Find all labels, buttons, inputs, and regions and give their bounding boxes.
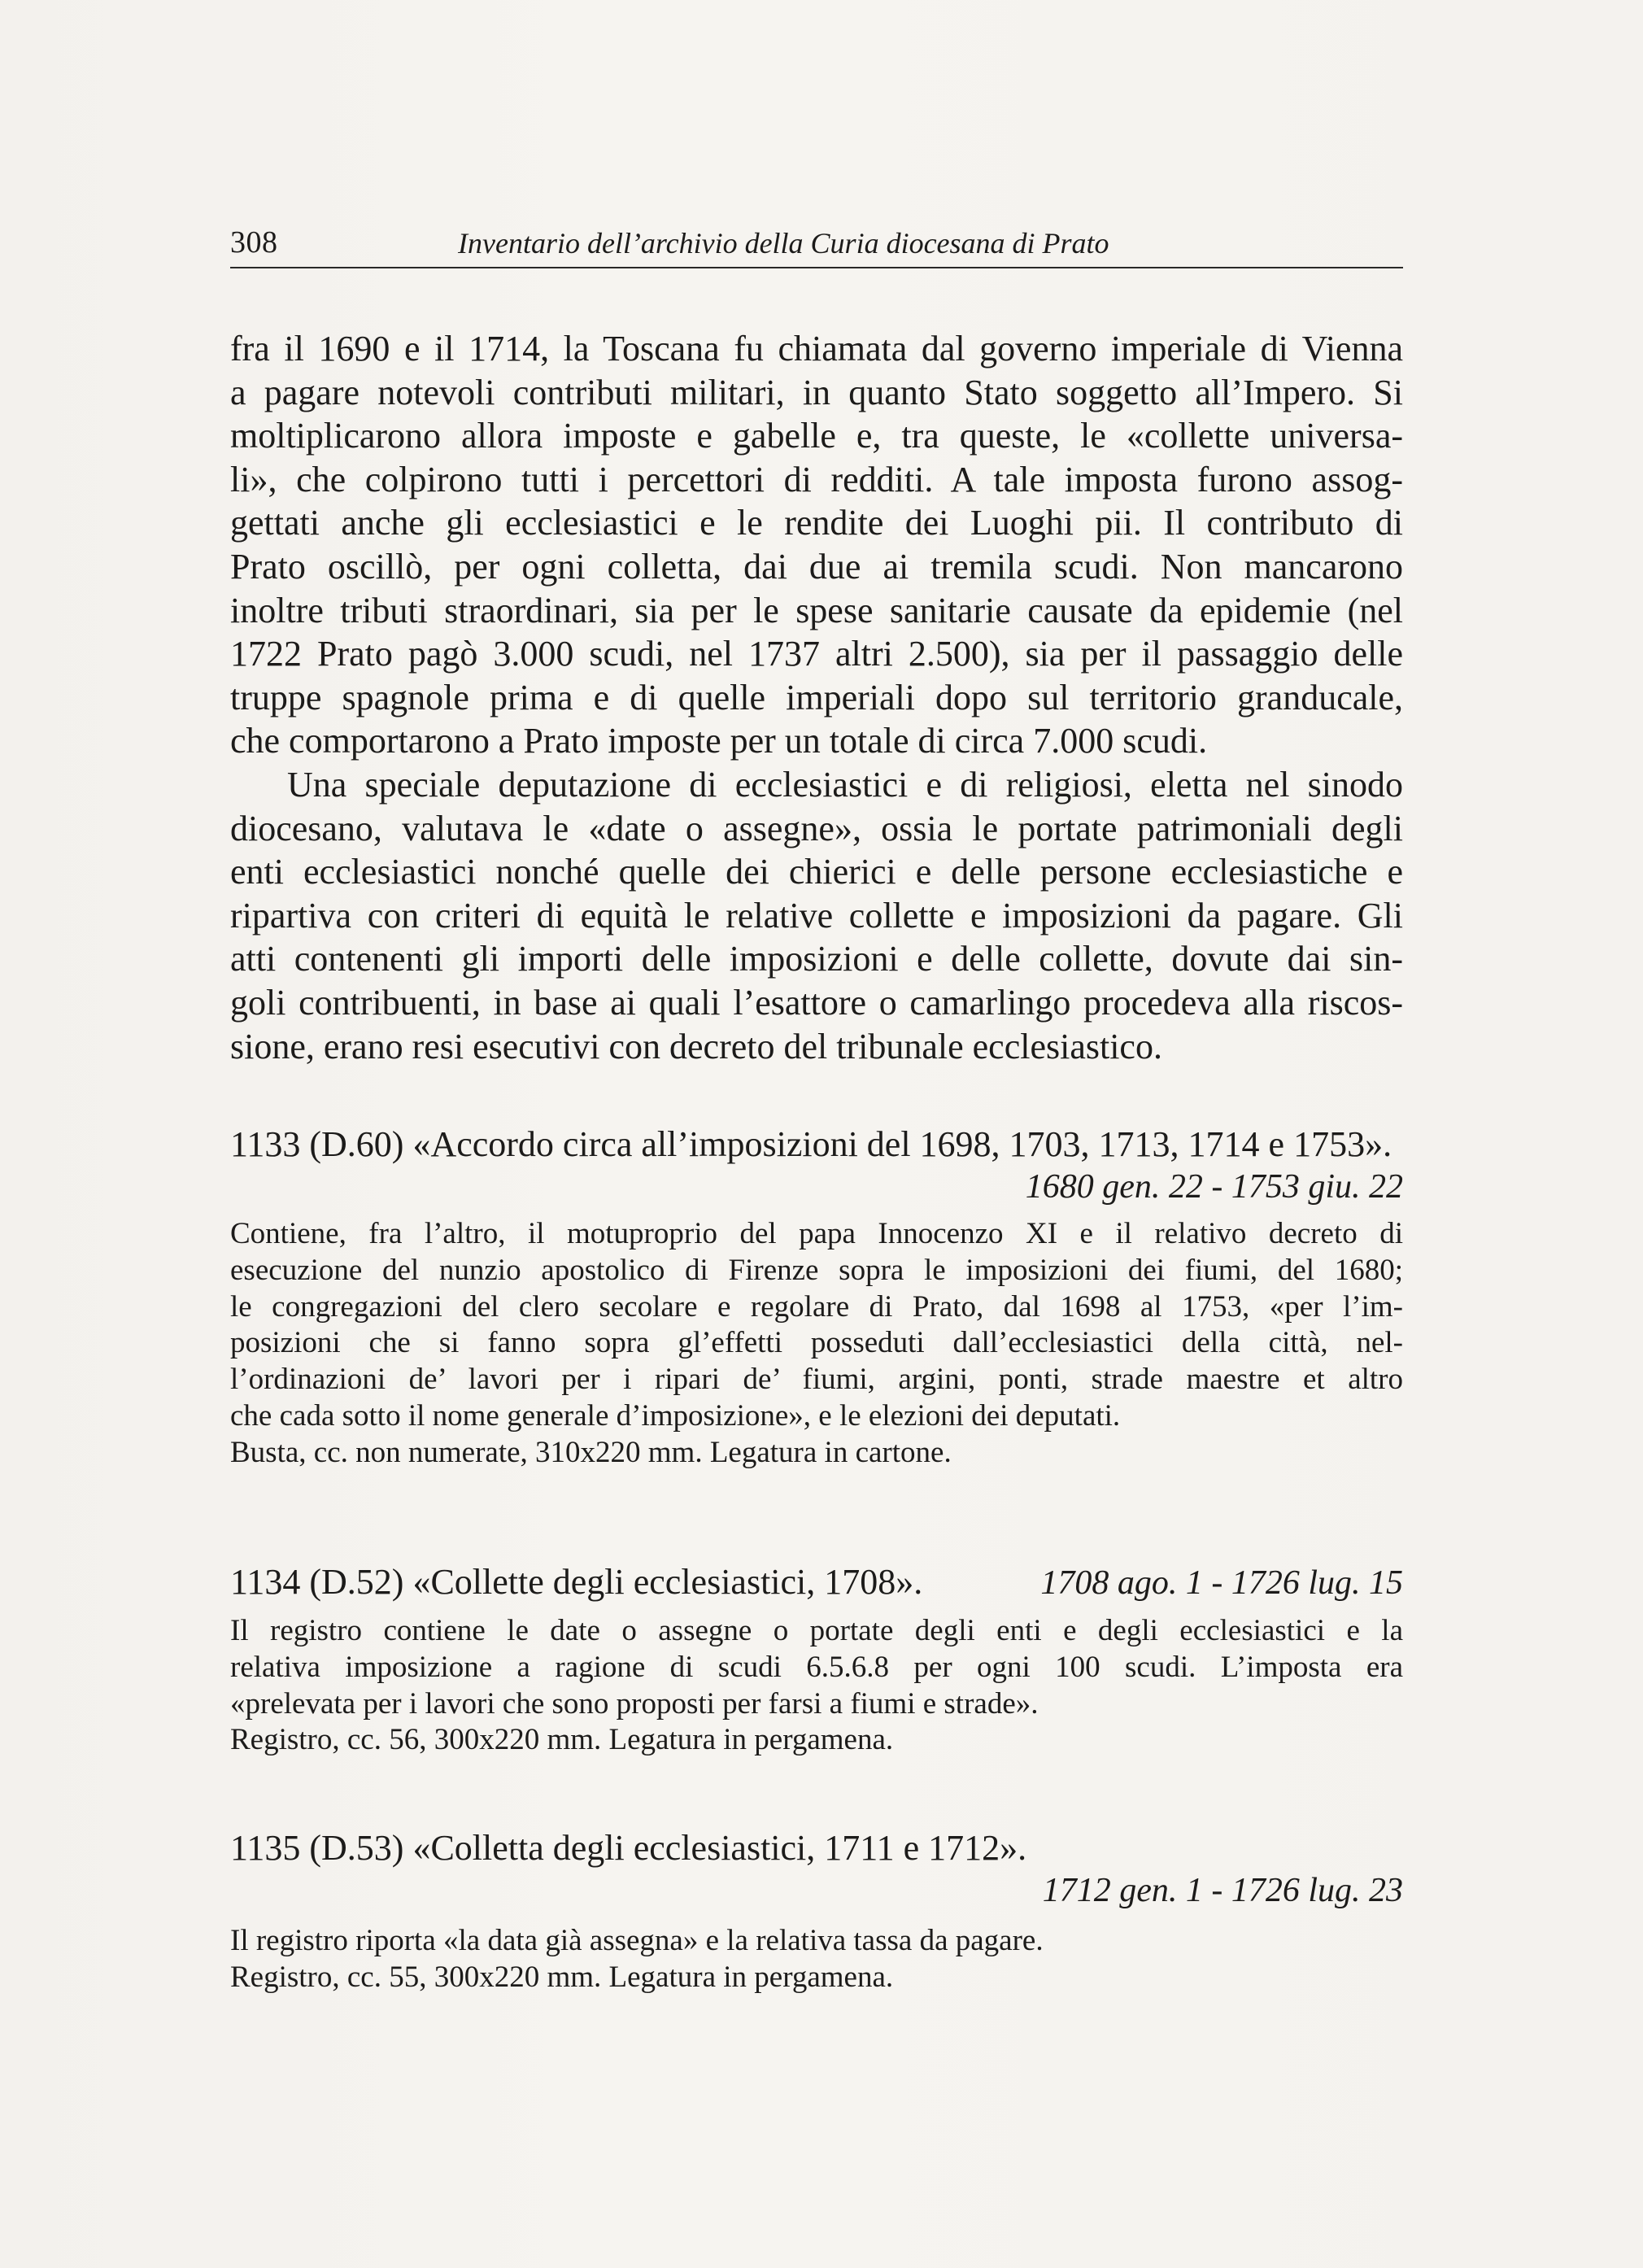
text-line: 1722 Prato pagò 3.000 scudi, nel 1737 altri 2.500), sia per il passaggio delle: [230, 634, 1403, 674]
text-line: che comportarono a Prato imposte per un totale di circa 7.000 scudi.: [230, 721, 1208, 761]
entry-description: [230, 1613, 1403, 1722]
text-line: che cada sotto il nome generale d’imposizione», e le elezioni dei deputati.: [230, 1398, 1121, 1433]
text-line: li», che colpirono tutti i percettori di redditi. A tale imposta furono assog-: [230, 459, 1403, 499]
entry-dates: 1712 gen. 1 - 1726 lug. 23: [1042, 1872, 1403, 1909]
entry-title: 1134 (D.52) «Collette degli ecclesiastici, 1708».: [230, 1562, 923, 1602]
text-line: Il registro riporta «la data già assegna» e la relativa tassa da pagare.: [230, 1924, 1044, 1957]
text-line: goli contribuenti, in base ai quali l’esattore o camarlingo procedeva alla riscos-: [230, 982, 1403, 1023]
running-header: [230, 221, 1403, 268]
text-line: moltiplicarono allora imposte e gabelle e, tra queste, le «collette universa-: [230, 416, 1403, 456]
entry-dates: 1708 ago. 1 - 1726 lug. 15: [1040, 1564, 1403, 1602]
inventory-entry-1135: [230, 1826, 1403, 1996]
entry-physical-description: Busta, cc. non numerate, 310x220 mm. Legatura in cartone.: [230, 1435, 952, 1469]
text-line: esecuzione del nunzio apostolico di Firenze sopra le imposizioni dei fiumi, del 1680;: [230, 1253, 1403, 1287]
intro-paragraph-1: [230, 327, 1403, 763]
text-line: Prato oscillò, per ogni colletta, dai due ai tremila scudi. Non mancarono: [230, 546, 1403, 587]
page-number: 308: [230, 225, 278, 260]
text-line: truppe spagnole prima e di quelle imperiali dopo sul territorio granducale,: [230, 677, 1403, 717]
text-line: gettati anche gli ecclesiastici e le rendite dei Luoghi pii. Il contributo di: [230, 503, 1403, 543]
text-line: Contiene, fra l’altro, il motuproprio del papa Innocenzo XI e il relativo decreto di: [230, 1217, 1403, 1250]
inventory-entry-1133: [230, 1123, 1403, 1472]
text-line: Il registro contiene le date o assegne o portate degli enti e degli ecclesiastici e la: [230, 1614, 1403, 1647]
text-line: «prelevata per i lavori che sono proposti per farsi a fiumi e strade».: [230, 1686, 1039, 1721]
text-line: inoltre tributi straordinari, sia per le spese sanitarie causate da epidemie (nel: [230, 590, 1403, 630]
text-line: Una speciale deputazione di ecclesiastici e di religiosi, eletta nel sinodo: [287, 765, 1403, 805]
text-line: l’ordinazioni de’ lavori per i ripari de’ fiumi, argini, ponti, strade maestre et altro: [230, 1363, 1403, 1397]
entry-description: [230, 1923, 1403, 1960]
text-line: enti ecclesiastici nonché quelle dei chierici e delle persone ecclesiastiche e: [230, 852, 1403, 892]
text-line: a pagare notevoli contributi militari, in quanto Stato soggetto all’Impero. Si: [230, 372, 1403, 412]
text-line: atti contenenti gli importi delle imposizioni e delle collette, dovute dai sin-: [230, 939, 1403, 979]
entry-physical-description: Registro, cc. 56, 300x220 mm. Legatura in pergamena.: [230, 1723, 894, 1757]
text-line: sione, erano resi esecutivi con decreto del tribunale ecclesiastico.: [230, 1026, 1162, 1066]
text-line: posizioni che si fanno sopra gl’effetti posseduti dall’ecclesiastici della città, nel-: [230, 1326, 1403, 1360]
entry-title: 1135 (D.53) «Colletta degli ecclesiastici, 1711 e 1712».: [230, 1828, 1027, 1868]
entry-title: 1133 (D.60) «Accordo circa all’imposizioni del 1698, 1703, 1713, 1714 e 1753».: [230, 1124, 1392, 1164]
text-line: ripartiva con criteri di equità le relative collette e imposizioni da pagare. Gli: [230, 895, 1403, 936]
entry-description: [230, 1216, 1403, 1435]
entry-dates: 1680 gen. 22 - 1753 giu. 22: [1025, 1168, 1403, 1206]
text-line: le congregazioni del clero secolare e regolare di Prato, dal 1698 al 1753, «per l’im-: [230, 1289, 1403, 1324]
text-line: diocesano, valutava le «date o assegne», ossia le portate patrimoniali degli: [230, 808, 1403, 848]
entry-title-row: [230, 1560, 1403, 1605]
running-title: Inventario dell’archivio della Curia diocesana di Prato: [458, 227, 1109, 260]
intro-paragraph-2: [230, 763, 1403, 1068]
text-line: relativa imposizione a ragione di scudi 6.5.6.8 per ogni 100 scudi. L’imposta era: [230, 1650, 1403, 1684]
text-line: fra il 1690 e il 1714, la Toscana fu chiamata dal governo imperiale di Vienna: [230, 329, 1403, 369]
entry-physical-description: Registro, cc. 55, 300x220 mm. Legatura in pergamena.: [230, 1960, 894, 1994]
inventory-entry-1134: [230, 1560, 1403, 1759]
